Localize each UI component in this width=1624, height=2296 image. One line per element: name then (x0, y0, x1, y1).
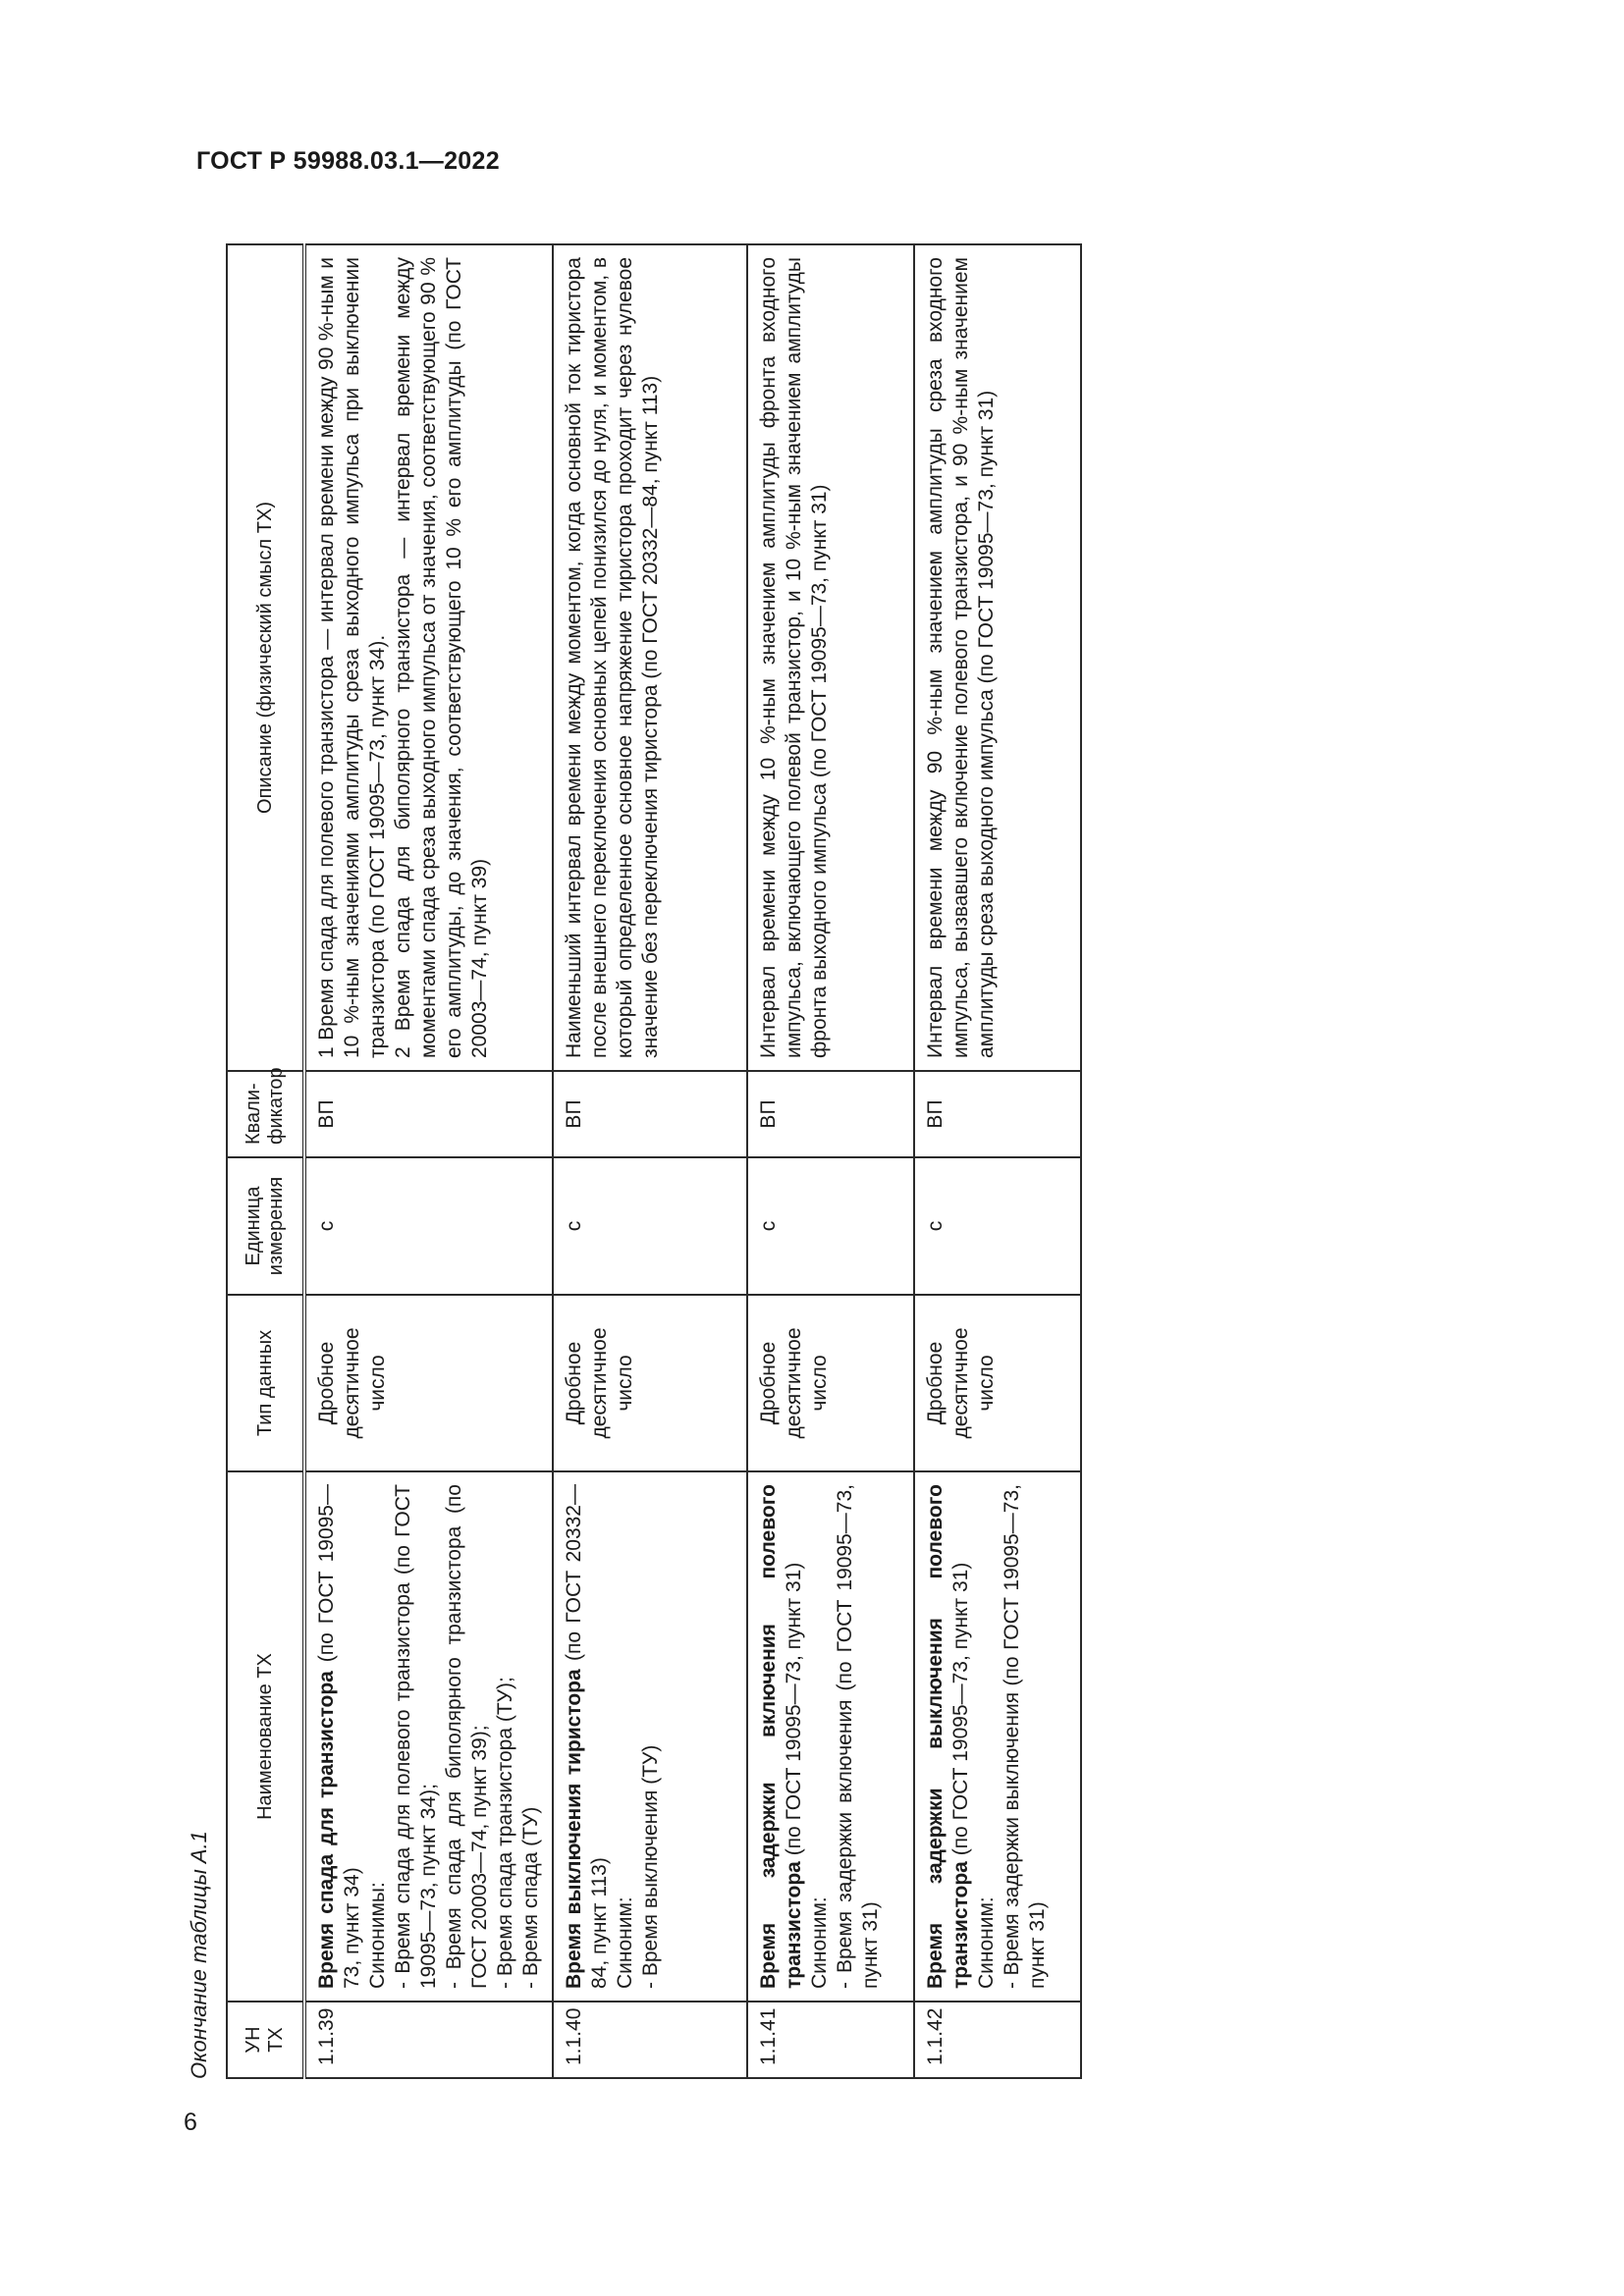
row-qualifier: ВП (914, 1071, 1081, 1157)
description-paragraph: Интервал времени между 10 %-ным значением амплитуды фронта входного импульса, включающего полевой транзистор, и 10 %-ным значением амплитуды фронта выходного импульса (по ГОСТ 19095—73, пункт 31) (757, 257, 831, 1058)
document-code: ГОСТ Р 59988.03.1—2022 (196, 147, 500, 175)
synonym-item: - Время спада для биполярного транзистора (по ГОСТ 20003—74, пункт 39); (443, 1484, 491, 1989)
synonym-item: - Время спада для полевого транзистора (по ГОСТ 19095—73, пункт 34); (392, 1484, 440, 1989)
row-data-type: Дробное десятичное число (747, 1295, 914, 1471)
page-number: 6 (184, 2109, 197, 2136)
row-data-type: Дробное десятичное число (914, 1295, 1081, 1471)
row-data-type: Дробное десятичное число (304, 1295, 553, 1471)
row-data-type: Дробное десятичное число (553, 1295, 747, 1471)
characteristics-table (226, 243, 1082, 2079)
table-caption: Окончание таблицы А.1 (187, 1831, 211, 2079)
row-unit: с (304, 1157, 553, 1295)
synonym-label: Синонимы: (366, 1882, 389, 1989)
row-name (747, 1471, 914, 2002)
row-qualifier: ВП (553, 1071, 747, 1157)
name-title: Время задержки включения полевого транзистора (757, 1484, 805, 1989)
column-header-name: Наименование ТХ (227, 1471, 304, 2002)
name-title: Время выключения тиристора (563, 1669, 585, 1989)
table-row (747, 244, 914, 2078)
synonym-item: - Время спада транзистора (ТУ); (494, 1677, 516, 1989)
table-header-row (227, 244, 304, 2078)
column-header-qualifier: Квали-фикатор (227, 1071, 304, 1157)
row-name (914, 1471, 1081, 2002)
row-unit: с (553, 1157, 747, 1295)
name-title: Время задержки выключения полевого транзистора (924, 1484, 972, 1989)
table-row (304, 244, 553, 2078)
row-qualifier: ВП (747, 1071, 914, 1157)
row-qualifier: ВП (304, 1071, 553, 1157)
description-paragraph: 1 Время спада для полевого транзистора — интервал времени между 90 %-ным и 10 %-ным значениями амплитуды среза выходного импульса при выключении транзистора (по ГОСТ 19095—73, пункт 34). (315, 257, 389, 1058)
row-description (914, 244, 1081, 1071)
rotated-table-area (177, 243, 1208, 2079)
name-reference: (по ГОСТ 19095—73, пункт 31) (783, 1562, 805, 1862)
synonym-item: - Время задержки включения (по ГОСТ 19095—73, пункт 31) (834, 1484, 882, 1989)
synonym-label: Синоним: (808, 1896, 831, 1989)
row-description (304, 244, 553, 1071)
column-header-unit: Единица измерения (227, 1157, 304, 1295)
synonym-item: - Время задержки выключения (по ГОСТ 19095—73, пункт 31) (1001, 1484, 1049, 1989)
name-reference: (по ГОСТ 20332—84, пункт 113) (563, 1484, 611, 1989)
row-description (553, 244, 747, 1071)
row-unit: с (747, 1157, 914, 1295)
table-row (914, 244, 1081, 2078)
description-paragraph: Интервал времени между 90 %-ным значением амплитуды среза входного импульса, вызвавшего включение полевого транзистора, и 90 %-ным значением амплитуды среза выходного импульса (по ГОСТ 19095—73, пункт 31) (924, 257, 998, 1058)
column-header-description: Описание (физический смысл ТХ) (227, 244, 304, 1071)
row-id: 1.1.42 (914, 2002, 1081, 2078)
row-id: 1.1.40 (553, 2002, 747, 2078)
description-paragraph: Наименьший интервал времени между моментом, когда основной ток тиристора после внешнего переключения основных цепей понизился до нуля, и моментом, в который определенное основное напряжение тиристора проходит через нулевое значение без переключения тиристора (по ГОСТ 20332—84, пункт 113) (563, 257, 662, 1058)
column-header-type: Тип данных (227, 1295, 304, 1471)
synonym-label: Синоним: (614, 1896, 636, 1989)
row-name (553, 1471, 747, 2002)
row-id: 1.1.41 (747, 2002, 914, 2078)
synonym-item: - Время выключения (ТУ) (639, 1744, 662, 1989)
name-title: Время спада для транзистора (315, 1671, 338, 1989)
row-description (747, 244, 914, 1071)
name-reference: (по ГОСТ 19095—73, пункт 31) (949, 1562, 972, 1862)
description-paragraph: 2 Время спада для биполярного транзистора — интервал времени между моментами спада среза выходного импульса от значения, соответствующего 90 % его амплитуды, до значения, соответствующего 10 % его амплитуды (по ГОСТ 20003—74, пункт 39) (392, 257, 491, 1058)
column-header-id: УН ТХ (227, 2002, 304, 2078)
row-id: 1.1.39 (304, 2002, 553, 2078)
name-reference: (по ГОСТ 19095—73, пункт 34) (315, 1484, 363, 1989)
row-name (304, 1471, 553, 2002)
synonym-label: Синоним: (975, 1896, 998, 1989)
synonym-item: - Время спада (ТУ) (519, 1806, 542, 1989)
row-unit: с (914, 1157, 1081, 1295)
table-row (553, 244, 747, 2078)
